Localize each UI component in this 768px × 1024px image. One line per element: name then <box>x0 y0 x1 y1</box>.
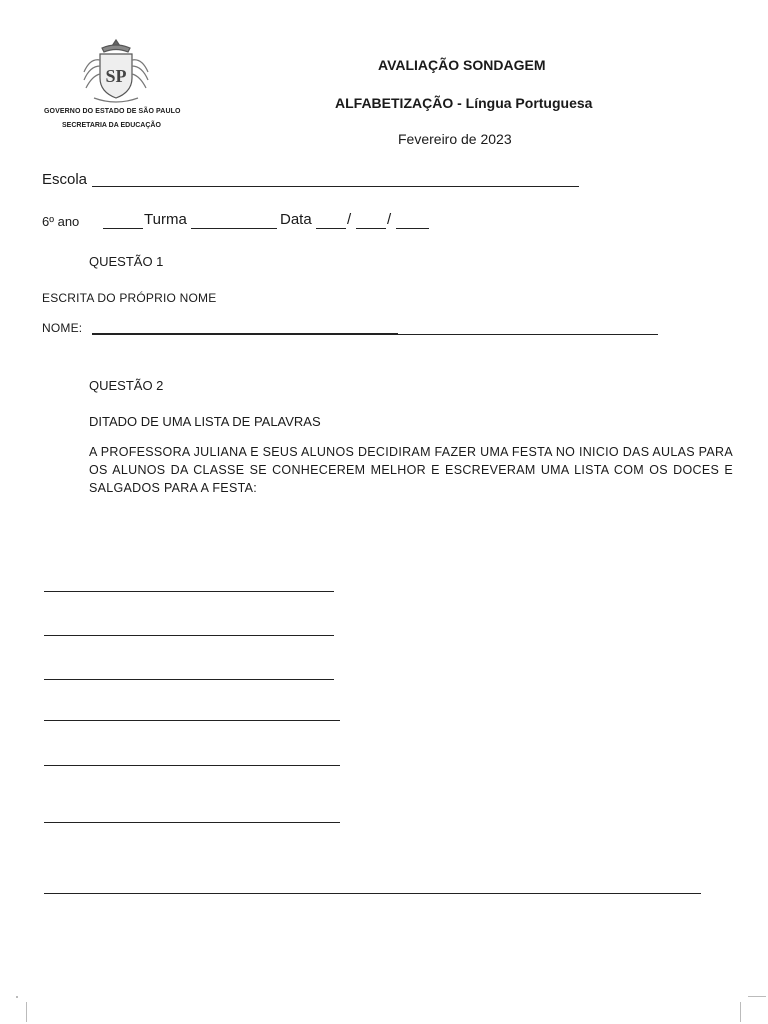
date-day-line[interactable] <box>316 228 346 229</box>
school-label: Escola <box>42 171 88 188</box>
class-field-line[interactable] <box>191 228 277 229</box>
page-dot-mark <box>16 996 18 998</box>
grade-label: 6º ano <box>42 214 80 229</box>
answer-line-1[interactable] <box>44 591 334 592</box>
grade-field-line[interactable] <box>103 228 143 229</box>
date-slash-2: / <box>387 211 392 228</box>
date-label: Data <box>280 211 312 228</box>
page-corner-mark-left <box>26 1002 27 1022</box>
question-1-instruction: ESCRITA DO PRÓPRIO NOME <box>42 291 217 305</box>
subject-title: ALFABETIZAÇÃO - Língua Portuguesa <box>335 95 593 111</box>
date-year-line[interactable] <box>396 228 429 229</box>
question-2-instruction: DITADO DE UMA LISTA DE PALAVRAS <box>89 414 321 429</box>
sp-government-seal-icon <box>76 36 156 106</box>
name-field-line[interactable] <box>398 334 658 335</box>
secretariat-name: SECRETARIA DA EDUCAÇÃO <box>62 122 161 129</box>
government-name: GOVERNO DO ESTADO DE SÃO PAULO <box>44 108 181 115</box>
answer-line-4[interactable] <box>44 720 340 721</box>
question-2-heading: QUESTÃO 2 <box>89 378 164 393</box>
answer-line-6[interactable] <box>44 822 340 823</box>
date-month-line[interactable] <box>356 228 386 229</box>
exam-date: Fevereiro de 2023 <box>398 131 512 147</box>
name-label: NOME: <box>42 321 83 335</box>
date-slash-1: / <box>347 211 352 228</box>
seal-text: SP <box>105 66 127 86</box>
answer-line-3[interactable] <box>44 679 334 680</box>
answer-line-2[interactable] <box>44 635 334 636</box>
question-1-heading: QUESTÃO 1 <box>89 254 164 269</box>
class-label: Turma <box>144 211 187 228</box>
question-2-paragraph: A PROFESSORA JULIANA E SEUS ALUNOS DECIDIRAM FAZER UMA FESTA NO INICIO DAS AULAS PARA OS ALUNOS DA CLASSE SE CONHECEREM MELHOR E ESCREVERAM UMA LISTA COM OS DOCES E SALGADOS PARA A FESTA: <box>89 445 733 495</box>
page-corner-mark-right-h <box>748 996 766 997</box>
answer-line-5[interactable] <box>44 765 340 766</box>
name-field-line-bold[interactable] <box>92 333 398 335</box>
page-corner-mark-right <box>740 1002 741 1022</box>
page-title: AVALIAÇÃO SONDAGEM <box>378 57 546 73</box>
school-field-line[interactable] <box>92 186 579 187</box>
answer-line-long[interactable] <box>44 893 701 894</box>
